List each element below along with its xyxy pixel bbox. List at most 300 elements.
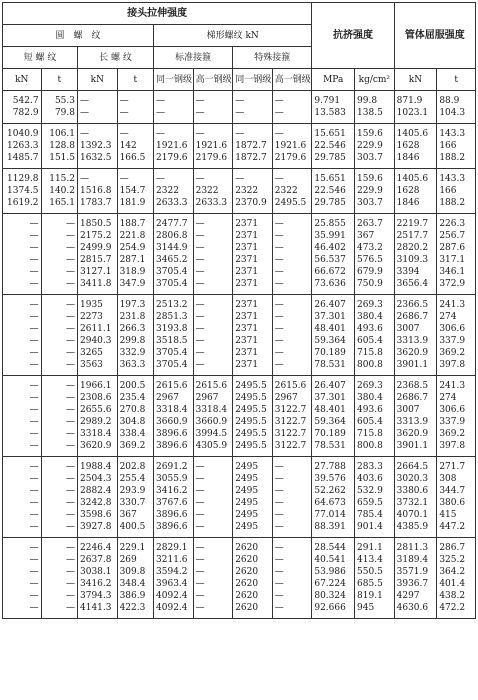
cell-value: 3416.2: [156, 486, 188, 496]
cell-value: —: [195, 108, 205, 118]
cell-value: —: [29, 381, 39, 391]
cell-value: 291.1: [357, 543, 383, 553]
cell-value: 1516.8: [80, 186, 112, 196]
cell-value: 304.8: [119, 417, 146, 427]
cell-value: 92.666: [314, 603, 346, 613]
cell-value: —: [274, 567, 284, 577]
cell-value: 269.3: [357, 300, 383, 310]
cell-value: 750.9: [357, 279, 383, 289]
cell-value: 4092.4: [156, 591, 188, 601]
cell-standard-same: [154, 538, 194, 619]
cell-value: 2371: [235, 300, 259, 310]
cell-long-t: [117, 376, 153, 457]
cell-value: —: [66, 300, 75, 310]
cell-value: 3660.9: [195, 417, 228, 427]
cell-value: —: [66, 543, 75, 553]
table-row: [3, 376, 476, 457]
cell-value: 46.402: [314, 243, 346, 253]
cell-value: 143.3: [439, 129, 466, 139]
cell-long-t: [117, 457, 153, 538]
cell-value: —: [29, 579, 39, 589]
cell-value: 1485.7: [7, 153, 39, 163]
cell-short-t: [41, 169, 77, 214]
cell-value: 159.6: [357, 129, 383, 139]
cell-value: 40.541: [314, 555, 346, 565]
cell-value: —: [274, 324, 284, 334]
cell-value: 2371: [235, 231, 259, 241]
cell-long-t: [117, 295, 153, 376]
cell-value: 1988.4: [80, 462, 112, 472]
cell-value: 2989.2: [80, 417, 112, 427]
table-row: [3, 295, 476, 376]
cell-long-t: [117, 169, 153, 214]
unit-t-short: t: [41, 69, 77, 91]
cell-value: 2517.7: [396, 231, 429, 241]
cell-value: 2633.3: [156, 198, 188, 208]
standard-same-grade: 同一钢级: [154, 69, 194, 91]
cell-value: 3660.9: [156, 417, 188, 427]
cell-value: 3732.1: [396, 498, 429, 508]
cell-value: —: [274, 279, 284, 289]
cell-burst-mpa: [312, 91, 355, 124]
cell-special-same: [233, 124, 273, 169]
cell-value: 401.4: [439, 579, 466, 589]
cell-value: 37.301: [314, 312, 346, 322]
cell-value: —: [80, 174, 89, 184]
cell-value: 151.5: [49, 153, 75, 163]
cell-value: 338.4: [119, 429, 146, 439]
cell-value: 104.3: [439, 108, 466, 118]
cell-short-kn: [3, 457, 42, 538]
cell-yield-kn: [394, 295, 437, 376]
cell-value: 1263.3: [7, 141, 39, 151]
cell-standard-same: [154, 457, 194, 538]
cell-short-kn: [3, 376, 42, 457]
cell-value: 945: [357, 603, 375, 613]
cell-value: 347.9: [119, 279, 146, 289]
cell-value: 369.2: [439, 429, 466, 439]
strength-table: [2, 2, 476, 619]
cell-value: 226.3: [439, 219, 466, 229]
cell-value: 64.673: [314, 498, 346, 508]
cell-value: 2806.8: [156, 231, 188, 241]
cell-value: 415: [439, 510, 457, 520]
cell-value: 2371: [235, 336, 259, 346]
cell-burst-kgcm2: [355, 214, 395, 295]
cell-value: 2620: [235, 591, 259, 601]
cell-value: 1040.9: [7, 129, 39, 139]
cell-value: 70.189: [314, 348, 346, 358]
cell-value: 2371: [235, 324, 259, 334]
cell-short-kn: [3, 214, 42, 295]
cell-value: 369.2: [439, 348, 466, 358]
cell-value: 403.6: [357, 474, 383, 484]
cell-value: 26.407: [314, 381, 346, 391]
cell-long-t: [117, 214, 153, 295]
cell-value: 1628: [396, 141, 420, 151]
cell-standard-same: [154, 124, 194, 169]
cell-value: 2495.5: [274, 198, 307, 208]
cell-value: 2495: [235, 522, 259, 532]
cell-special-same: [233, 169, 273, 214]
cell-value: 287.6: [439, 243, 466, 253]
cell-short-t: [41, 91, 77, 124]
cell-value: 165.1: [49, 198, 75, 208]
cell-value: 70.189: [314, 429, 346, 439]
cell-value: 2967: [156, 393, 179, 403]
cell-value: —: [29, 243, 39, 253]
cell-value: 166: [439, 141, 457, 151]
cell-value: —: [195, 522, 205, 532]
cell-value: 2499.9: [80, 243, 112, 253]
table-body: [3, 91, 476, 619]
cell-value: 871.9: [396, 96, 423, 106]
cell-value: 53.986: [314, 567, 346, 577]
cell-value: 2615.6: [195, 381, 228, 391]
cell-value: 1921.6: [156, 141, 188, 151]
cell-value: —: [195, 567, 205, 577]
cell-value: 348.4: [119, 579, 146, 589]
cell-value: 286.7: [439, 543, 466, 553]
cell-short-t: [41, 376, 77, 457]
cell-long-t: [117, 538, 153, 619]
cell-value: 2620: [235, 567, 259, 577]
cell-value: —: [274, 498, 284, 508]
cell-value: 3055.9: [156, 474, 188, 484]
cell-special-same: [233, 457, 273, 538]
cell-value: —: [156, 96, 166, 106]
cell-special-higher: [272, 214, 312, 295]
cell-value: —: [195, 96, 205, 106]
cell-value: —: [274, 486, 284, 496]
cell-value: 27.788: [314, 462, 346, 472]
cell-value: 3896.6: [156, 522, 188, 532]
cell-value: 4297: [396, 591, 420, 601]
cell-value: 685.5: [357, 579, 383, 589]
cell-value: 1872.7: [235, 153, 267, 163]
cell-value: 2322: [274, 186, 298, 196]
cell-value: 1405.6: [396, 174, 429, 184]
cell-value: 274: [439, 393, 457, 403]
cell-value: 3020.3: [396, 474, 429, 484]
cell-value: 2495.5: [235, 429, 267, 439]
cell-yield-t: [437, 538, 476, 619]
cell-value: 3705.4: [156, 279, 188, 289]
cell-value: 299.8: [119, 336, 146, 346]
cell-value: —: [156, 174, 166, 184]
cell-value: 679.9: [357, 267, 383, 277]
cell-value: —: [274, 348, 284, 358]
cell-value: —: [195, 219, 205, 229]
cell-yield-kn: [394, 91, 437, 124]
cell-value: 59.364: [314, 336, 346, 346]
cell-yield-t: [437, 214, 476, 295]
cell-value: —: [119, 174, 129, 184]
cell-short-t: [41, 457, 77, 538]
cell-value: —: [66, 381, 75, 391]
cell-standard-higher: [193, 169, 233, 214]
cell-value: 2815.7: [80, 255, 112, 265]
cell-value: 269: [119, 555, 137, 565]
cell-value: 2179.6: [195, 153, 228, 163]
cell-burst-kgcm2: [355, 538, 395, 619]
cell-value: 3211.6: [156, 555, 188, 565]
cell-value: 309.8: [119, 567, 146, 577]
cell-value: 2495.5: [235, 381, 267, 391]
cell-value: —: [66, 417, 75, 427]
cell-value: 3189.4: [396, 555, 429, 565]
cell-value: 2175.2: [80, 231, 112, 241]
cell-value: —: [119, 108, 129, 118]
cell-value: 59.364: [314, 417, 346, 427]
cell-value: 1966.1: [80, 381, 112, 391]
cell-value: 39.576: [314, 474, 346, 484]
special-higher-grade: 高一钢级: [272, 69, 312, 91]
cell-standard-higher: [193, 91, 233, 124]
strength-table-sheet: [2, 2, 476, 619]
cell-value: 472.2: [439, 603, 466, 613]
cell-value: 2495: [235, 474, 259, 484]
cell-value: —: [80, 129, 89, 139]
cell-value: 2686.7: [396, 312, 429, 322]
unit-mpa: MPa: [312, 69, 355, 91]
cell-value: 3563: [80, 360, 103, 370]
cell-burst-mpa: [312, 169, 355, 214]
cell-value: 367: [357, 231, 375, 241]
cell-value: 3936.7: [396, 579, 429, 589]
cell-value: —: [66, 462, 75, 472]
cell-value: 2495.5: [235, 393, 267, 403]
cell-value: 79.8: [54, 108, 75, 118]
cell-value: 1405.6: [396, 129, 429, 139]
cell-standard-same: [154, 295, 194, 376]
cell-long-kn: [78, 214, 118, 295]
cell-value: —: [195, 486, 205, 496]
cell-value: 3571.9: [396, 567, 429, 577]
cell-value: —: [156, 108, 166, 118]
cell-value: 229.9: [357, 186, 383, 196]
cell-value: —: [195, 267, 205, 277]
cell-value: 3794.3: [80, 591, 112, 601]
cell-value: —: [274, 129, 284, 139]
cell-long-kn: [78, 538, 118, 619]
cell-value: 166: [439, 186, 457, 196]
cell-value: 128.8: [49, 141, 75, 151]
cell-value: 364.2: [439, 567, 466, 577]
table-row: [3, 214, 476, 295]
cell-value: 2246.4: [80, 543, 112, 553]
cell-value: —: [66, 348, 75, 358]
cell-value: 3007: [396, 324, 420, 334]
cell-value: 308: [439, 474, 457, 484]
cell-value: —: [29, 417, 39, 427]
cell-burst-kgcm2: [355, 91, 395, 124]
cell-value: —: [66, 255, 75, 265]
cell-value: 2513.2: [156, 300, 188, 310]
cell-long-kn: [78, 124, 118, 169]
cell-value: —: [274, 603, 284, 613]
cell-value: 3656.4: [396, 279, 429, 289]
cell-yield-kn: [394, 457, 437, 538]
cell-value: —: [29, 219, 39, 229]
cell-value: 605.4: [357, 417, 383, 427]
cell-value: —: [274, 219, 284, 229]
cell-value: —: [274, 336, 284, 346]
cell-value: 3318.4: [156, 405, 188, 415]
cell-value: 99.8: [357, 96, 378, 106]
cell-value: 15.651: [314, 174, 346, 184]
cell-special-higher: [272, 376, 312, 457]
cell-burst-mpa: [312, 214, 355, 295]
cell-value: 550.5: [357, 567, 383, 577]
cell-yield-kn: [394, 169, 437, 214]
cell-value: —: [80, 96, 89, 106]
cell-value: 166.5: [119, 153, 146, 163]
cell-value: 2368.5: [396, 381, 429, 391]
cell-value: —: [195, 543, 205, 553]
cell-value: 303.7: [357, 153, 383, 163]
cell-yield-kn: [394, 376, 437, 457]
cell-standard-same: [154, 91, 194, 124]
cell-value: —: [29, 498, 39, 508]
unit-kgcm2: kg/cm²: [355, 69, 395, 91]
cell-value: 369.2: [119, 441, 146, 451]
cell-value: —: [195, 474, 205, 484]
cell-value: 576.5: [357, 255, 383, 265]
cell-short-kn: [3, 169, 42, 214]
cell-special-higher: [272, 295, 312, 376]
cell-value: 2495: [235, 510, 259, 520]
cell-value: 2495.5: [235, 417, 267, 427]
cell-value: 317.1: [439, 255, 466, 265]
cell-value: 2322: [235, 186, 259, 196]
cell-burst-kgcm2: [355, 124, 395, 169]
cell-value: 493.6: [357, 405, 383, 415]
cell-value: 3901.1: [396, 360, 429, 370]
cell-value: 3767.6: [156, 498, 188, 508]
cell-value: 782.9: [12, 108, 39, 118]
cell-value: 293.9: [119, 486, 146, 496]
cell-value: —: [274, 255, 284, 265]
cell-standard-higher: [193, 214, 233, 295]
cell-value: —: [156, 129, 166, 139]
cell-value: 2308.6: [80, 393, 112, 403]
cell-value: —: [195, 255, 205, 265]
cell-value: —: [66, 486, 75, 496]
cell-value: 78.531: [314, 441, 346, 451]
cell-value: —: [29, 567, 39, 577]
cell-value: —: [274, 543, 284, 553]
standard-higher-grade: 高一钢级: [193, 69, 233, 91]
cell-value: 344.7: [439, 486, 466, 496]
cell-value: 2371: [235, 312, 259, 322]
cell-value: 2371: [235, 255, 259, 265]
cell-value: 3380.6: [396, 486, 429, 496]
cell-value: 181.9: [119, 198, 146, 208]
cell-yield-t: [437, 376, 476, 457]
cell-value: —: [66, 579, 75, 589]
cell-value: —: [274, 474, 284, 484]
cell-value: 1392.3: [80, 141, 112, 151]
cell-value: 2811.3: [396, 543, 429, 553]
cell-value: 1872.7: [235, 141, 267, 151]
cell-value: —: [29, 486, 39, 496]
cell-value: 2370.9: [235, 198, 267, 208]
cell-value: 2967: [195, 393, 219, 403]
cell-short-kn: [3, 295, 42, 376]
cell-burst-mpa: [312, 295, 355, 376]
cell-short-t: [41, 214, 77, 295]
cell-value: —: [29, 603, 39, 613]
cell-value: 2273: [80, 312, 103, 322]
cell-yield-kn: [394, 124, 437, 169]
cell-value: 542.7: [12, 96, 39, 106]
cell-value: 2851.3: [156, 312, 188, 322]
cell-value: 2322: [195, 186, 219, 196]
cell-value: 330.7: [119, 498, 146, 508]
cell-value: —: [274, 522, 284, 532]
trapezoid-thread-heading: 梯形螺纹 kN: [154, 25, 312, 47]
cell-burst-mpa: [312, 376, 355, 457]
cell-value: —: [274, 312, 284, 322]
cell-long-kn: [78, 295, 118, 376]
cell-yield-t: [437, 295, 476, 376]
cell-long-kn: [78, 169, 118, 214]
cell-value: 56.537: [314, 255, 346, 265]
cell-value: —: [274, 174, 284, 184]
cell-value: 9.791: [314, 96, 341, 106]
cell-value: 3313.9: [396, 417, 429, 427]
cell-value: 325.2: [439, 555, 466, 565]
cell-value: —: [66, 336, 75, 346]
cell-value: —: [195, 279, 205, 289]
unit-kn-long: kN: [78, 69, 118, 91]
cell-long-t: [117, 124, 153, 169]
cell-burst-mpa: [312, 457, 355, 538]
cell-value: 159.6: [357, 174, 383, 184]
cell-short-t: [41, 538, 77, 619]
cell-value: 13.583: [314, 108, 346, 118]
cell-special-higher: [272, 457, 312, 538]
cell-value: —: [29, 312, 39, 322]
cell-value: 2967: [274, 393, 298, 403]
standard-coupling-heading: 标准接箍: [154, 47, 233, 69]
cell-value: 254.9: [119, 243, 146, 253]
cell-value: 800.8: [357, 360, 383, 370]
cell-value: 4092.4: [156, 603, 188, 613]
cell-value: 2322: [156, 186, 179, 196]
cell-value: 106.1: [49, 129, 75, 139]
cell-value: —: [274, 96, 284, 106]
cell-value: —: [29, 522, 39, 532]
cell-value: —: [235, 96, 245, 106]
cell-value: —: [274, 579, 284, 589]
cell-value: 22.546: [314, 141, 346, 151]
cell-value: 3620.9: [396, 429, 429, 439]
cell-short-kn: [3, 91, 42, 124]
cell-value: 3038.1: [80, 567, 112, 577]
cell-standard-same: [154, 376, 194, 457]
cell-value: —: [66, 510, 75, 520]
cell-value: 2615.6: [156, 381, 188, 391]
cell-value: 55.3: [54, 96, 75, 106]
cell-value: 142: [119, 141, 137, 151]
cell-value: 3598.6: [80, 510, 112, 520]
cell-value: 2829.1: [156, 543, 188, 553]
cell-value: —: [66, 441, 75, 451]
cell-value: —: [235, 108, 245, 118]
cell-value: 3620.9: [396, 348, 429, 358]
